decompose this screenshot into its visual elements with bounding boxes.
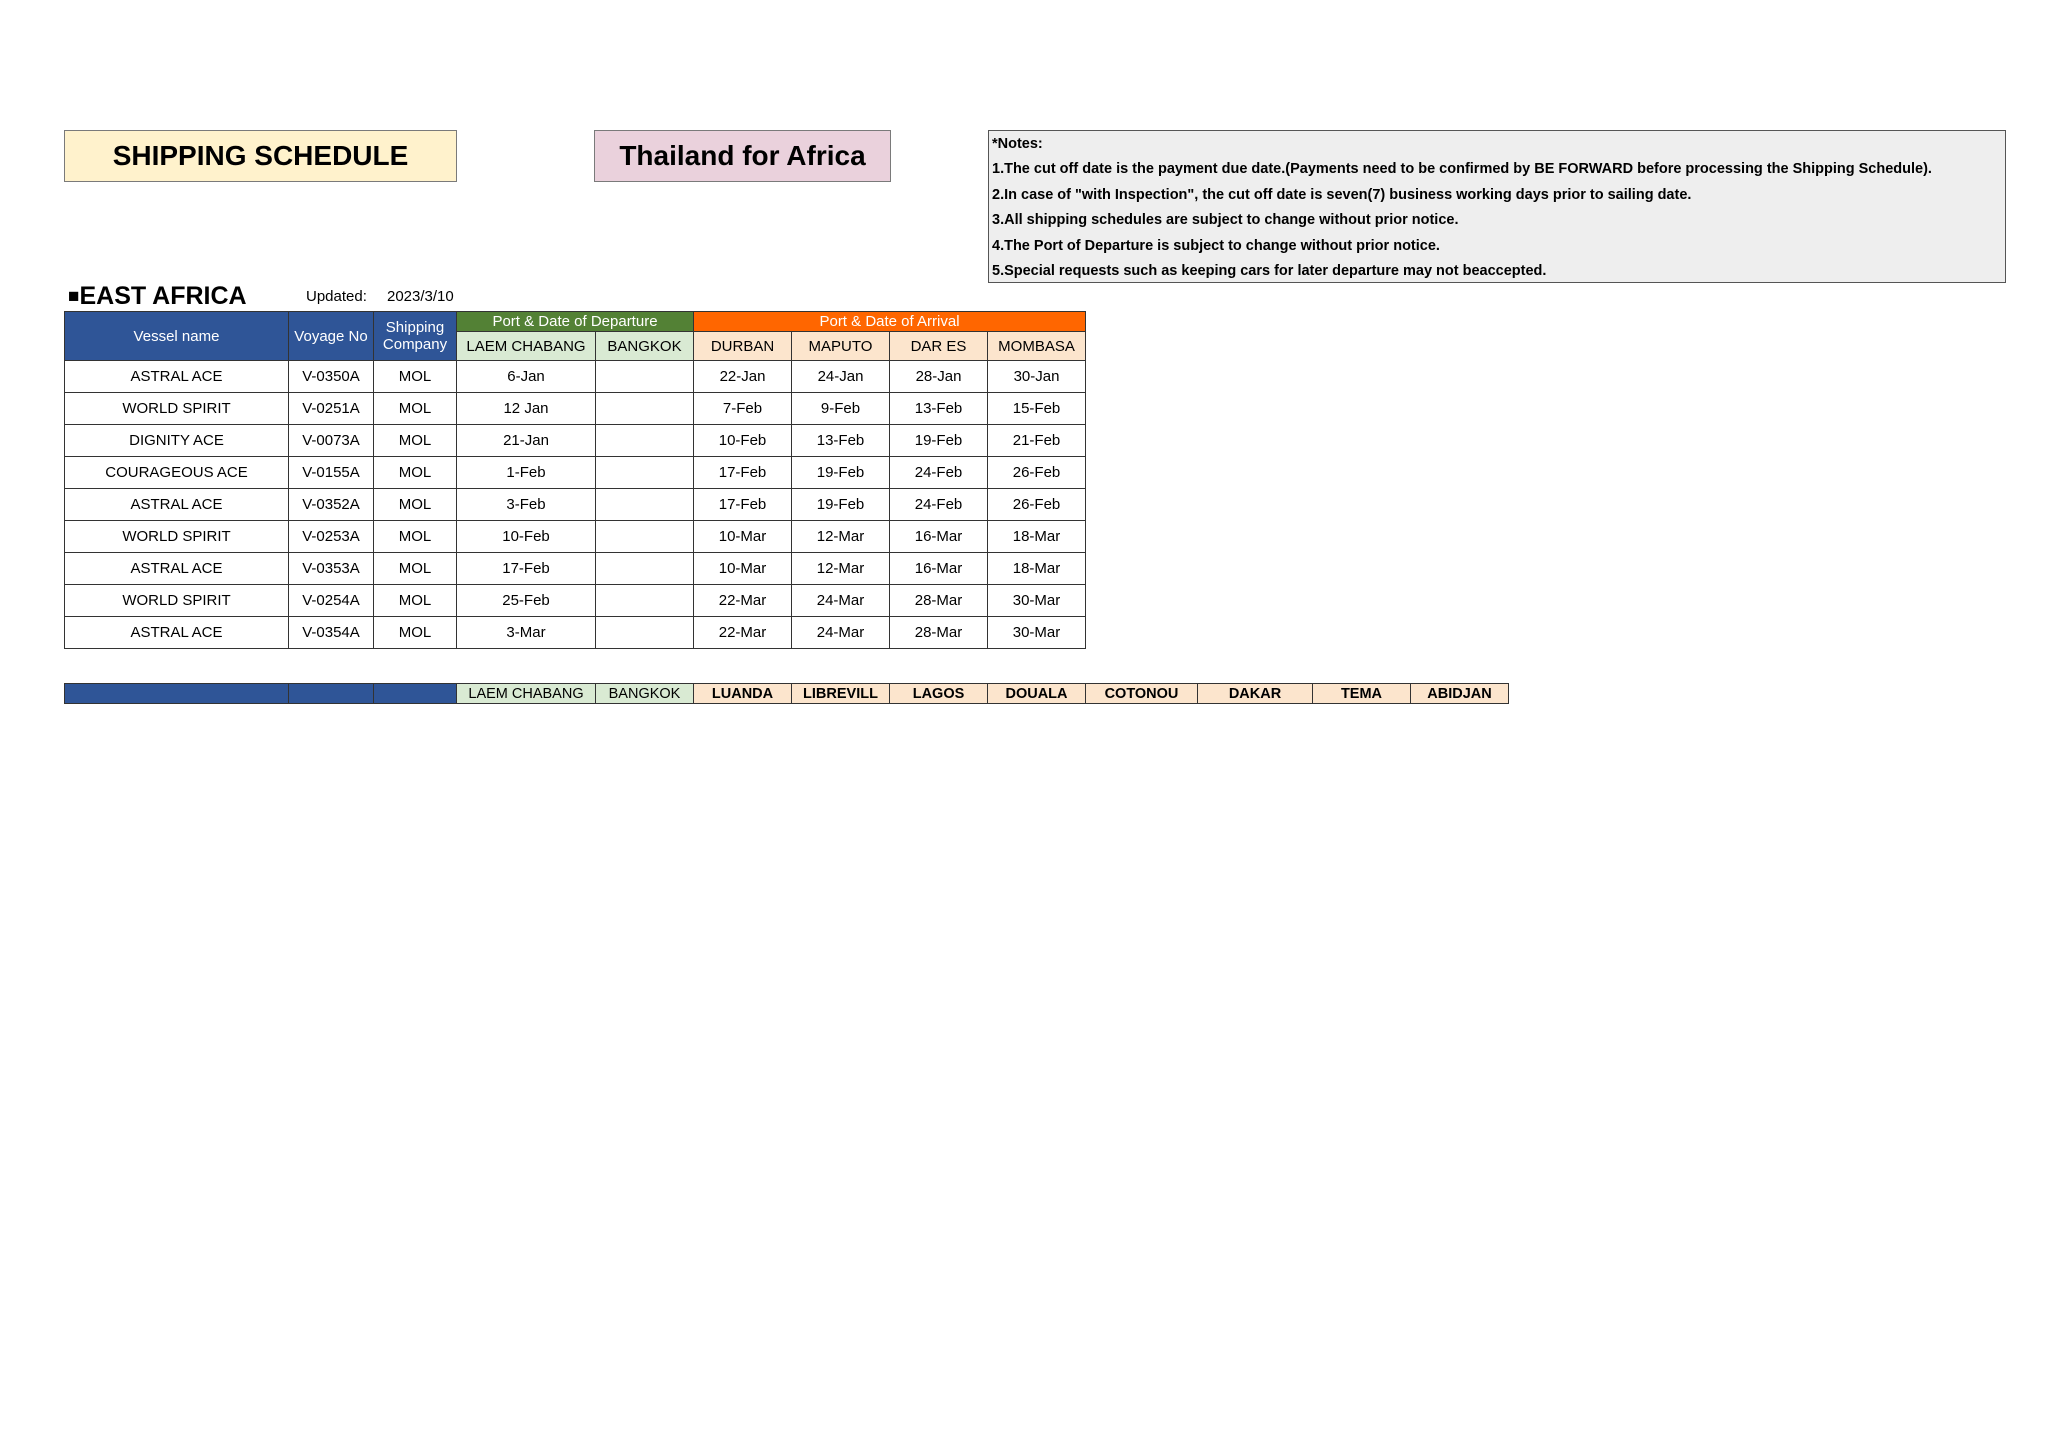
west-port-librevill: LIBREVILL — [792, 684, 890, 704]
bangkok-date — [596, 489, 694, 521]
blank-header-cell — [374, 684, 457, 704]
west-port-dakar: DAKAR — [1198, 684, 1313, 704]
blank-header-cell — [65, 684, 289, 704]
company-cell: MOL — [374, 393, 457, 425]
maputo-date: 19-Feb — [792, 489, 890, 521]
company-cell: MOL — [374, 585, 457, 617]
durban-date: 10-Mar — [694, 553, 792, 585]
header-shipping-company: Shipping Company — [374, 312, 457, 361]
header-voyage-no: Voyage No — [289, 312, 374, 361]
table-row — [65, 521, 1086, 553]
mombasa-date: 15-Feb — [988, 393, 1086, 425]
mombasa-date: 30-Mar — [988, 617, 1086, 649]
voyage-no-cell: V-0352A — [289, 489, 374, 521]
company-cell: MOL — [374, 457, 457, 489]
laem-chabang-date: 6-Jan — [457, 361, 596, 393]
maputo-date: 12-Mar — [792, 521, 890, 553]
notes-heading: *Notes: — [992, 136, 1043, 152]
dar-es-date: 16-Mar — [890, 553, 988, 585]
schedule-rows — [65, 361, 1086, 649]
dar-es-date: 16-Mar — [890, 521, 988, 553]
header-port-dar-es: DAR ES — [890, 332, 988, 361]
durban-date: 10-Mar — [694, 521, 792, 553]
laem-chabang-date: 12 Jan — [457, 393, 596, 425]
table-row — [65, 361, 1086, 393]
dar-es-date: 28-Mar — [890, 585, 988, 617]
region-title: Thailand for Africa — [594, 130, 891, 182]
laem-chabang-date: 17-Feb — [457, 553, 596, 585]
west-port-douala: DOUALA — [988, 684, 1086, 704]
table-row — [65, 553, 1086, 585]
vessel-name-cell: WORLD SPIRIT — [65, 521, 289, 553]
header-departure-group: Port & Date of Departure — [457, 312, 694, 332]
table-row — [65, 393, 1086, 425]
header-arrival-group: Port & Date of Arrival — [694, 312, 1086, 332]
company-cell: MOL — [374, 489, 457, 521]
west-port-abidjan: ABIDJAN — [1411, 684, 1509, 704]
laem-chabang-date: 3-Mar — [457, 617, 596, 649]
west-port-lagos: LAGOS — [890, 684, 988, 704]
maputo-date: 24-Mar — [792, 617, 890, 649]
note-item: 1.The cut off date is the payment due date.(Payments need to be confirmed by BE FORWARD before processing the Shipping Schedule). — [992, 161, 1932, 178]
mombasa-date: 18-Mar — [988, 553, 1086, 585]
dar-es-date: 19-Feb — [890, 425, 988, 457]
voyage-no-cell: V-0350A — [289, 361, 374, 393]
mombasa-date: 26-Feb — [988, 457, 1086, 489]
voyage-no-cell: V-0254A — [289, 585, 374, 617]
blank-header-cell — [289, 684, 374, 704]
header-port-bangkok: BANGKOK — [596, 332, 694, 361]
note-item: 2.In case of "with Inspection", the cut off date is seven(7) business working days prior to sailing date. — [992, 186, 1692, 203]
mombasa-date: 30-Jan — [988, 361, 1086, 393]
mombasa-date: 30-Mar — [988, 585, 1086, 617]
mombasa-date: 26-Feb — [988, 489, 1086, 521]
company-cell: MOL — [374, 361, 457, 393]
mombasa-date: 18-Mar — [988, 521, 1086, 553]
maputo-date: 24-Jan — [792, 361, 890, 393]
company-cell: MOL — [374, 521, 457, 553]
voyage-no-cell: V-0253A — [289, 521, 374, 553]
durban-date: 17-Feb — [694, 457, 792, 489]
east-africa-schedule-table — [64, 311, 1086, 649]
updated-date: 2023/3/10 — [387, 288, 454, 305]
header-port-mombasa: MOMBASA — [988, 332, 1086, 361]
durban-date: 7-Feb — [694, 393, 792, 425]
schedule-title: SHIPPING SCHEDULE — [64, 130, 457, 182]
laem-chabang-date: 10-Feb — [457, 521, 596, 553]
vessel-name-cell: COURAGEOUS ACE — [65, 457, 289, 489]
table-row — [65, 457, 1086, 489]
header-port-laem-chabang: LAEM CHABANG — [457, 332, 596, 361]
durban-date: 22-Mar — [694, 617, 792, 649]
header-port-durban: DURBAN — [694, 332, 792, 361]
company-cell: MOL — [374, 425, 457, 457]
west-port-laem-chabang: LAEM CHABANG — [457, 684, 596, 704]
company-cell: MOL — [374, 617, 457, 649]
note-item: 5.Special requests such as keeping cars for later departure may not beaccepted. — [992, 262, 1547, 279]
table-row — [65, 425, 1086, 457]
laem-chabang-date: 1-Feb — [457, 457, 596, 489]
voyage-no-cell: V-0353A — [289, 553, 374, 585]
vessel-name-cell: ASTRAL ACE — [65, 617, 289, 649]
dar-es-date: 28-Jan — [890, 361, 988, 393]
laem-chabang-date: 21-Jan — [457, 425, 596, 457]
maputo-date: 9-Feb — [792, 393, 890, 425]
vessel-name-cell: DIGNITY ACE — [65, 425, 289, 457]
voyage-no-cell: V-0354A — [289, 617, 374, 649]
updated-label: Updated: — [306, 288, 367, 305]
voyage-no-cell: V-0073A — [289, 425, 374, 457]
note-item: 3.All shipping schedules are subject to change without prior notice. — [992, 212, 1459, 229]
table-row — [65, 489, 1086, 521]
notes-box — [988, 130, 2006, 283]
dar-es-date: 13-Feb — [890, 393, 988, 425]
vessel-name-cell: ASTRAL ACE — [65, 361, 289, 393]
dar-es-date: 24-Feb — [890, 457, 988, 489]
bangkok-date — [596, 361, 694, 393]
bangkok-date — [596, 425, 694, 457]
west-africa-header-table — [64, 683, 1509, 704]
laem-chabang-date: 25-Feb — [457, 585, 596, 617]
west-port-bangkok: BANGKOK — [596, 684, 694, 704]
mombasa-date: 21-Feb — [988, 425, 1086, 457]
maputo-date: 13-Feb — [792, 425, 890, 457]
header-vessel-name: Vessel name — [65, 312, 289, 361]
vessel-name-cell: WORLD SPIRIT — [65, 585, 289, 617]
header-port-maputo: MAPUTO — [792, 332, 890, 361]
dar-es-date: 24-Feb — [890, 489, 988, 521]
west-port-luanda: LUANDA — [694, 684, 792, 704]
maputo-date: 24-Mar — [792, 585, 890, 617]
vessel-name-cell: ASTRAL ACE — [65, 489, 289, 521]
voyage-no-cell: V-0155A — [289, 457, 374, 489]
durban-date: 22-Mar — [694, 585, 792, 617]
table-row — [65, 585, 1086, 617]
vessel-name-cell: ASTRAL ACE — [65, 553, 289, 585]
durban-date: 22-Jan — [694, 361, 792, 393]
maputo-date: 12-Mar — [792, 553, 890, 585]
bangkok-date — [596, 521, 694, 553]
west-port-cotonou: COTONOU — [1086, 684, 1198, 704]
section-heading — [68, 282, 247, 311]
durban-date: 10-Feb — [694, 425, 792, 457]
section-title-text: EAST AFRICA — [79, 282, 247, 310]
vessel-name-cell: WORLD SPIRIT — [65, 393, 289, 425]
table-row — [65, 617, 1086, 649]
bangkok-date — [596, 457, 694, 489]
square-bullet-icon: ■ — [68, 286, 80, 307]
note-item: 4.The Port of Departure is subject to change without prior notice. — [992, 237, 1440, 254]
bangkok-date — [596, 553, 694, 585]
voyage-no-cell: V-0251A — [289, 393, 374, 425]
durban-date: 17-Feb — [694, 489, 792, 521]
dar-es-date: 28-Mar — [890, 617, 988, 649]
west-port-tema: TEMA — [1313, 684, 1411, 704]
company-cell: MOL — [374, 553, 457, 585]
bangkok-date — [596, 393, 694, 425]
bangkok-date — [596, 617, 694, 649]
bangkok-date — [596, 585, 694, 617]
maputo-date: 19-Feb — [792, 457, 890, 489]
laem-chabang-date: 3-Feb — [457, 489, 596, 521]
